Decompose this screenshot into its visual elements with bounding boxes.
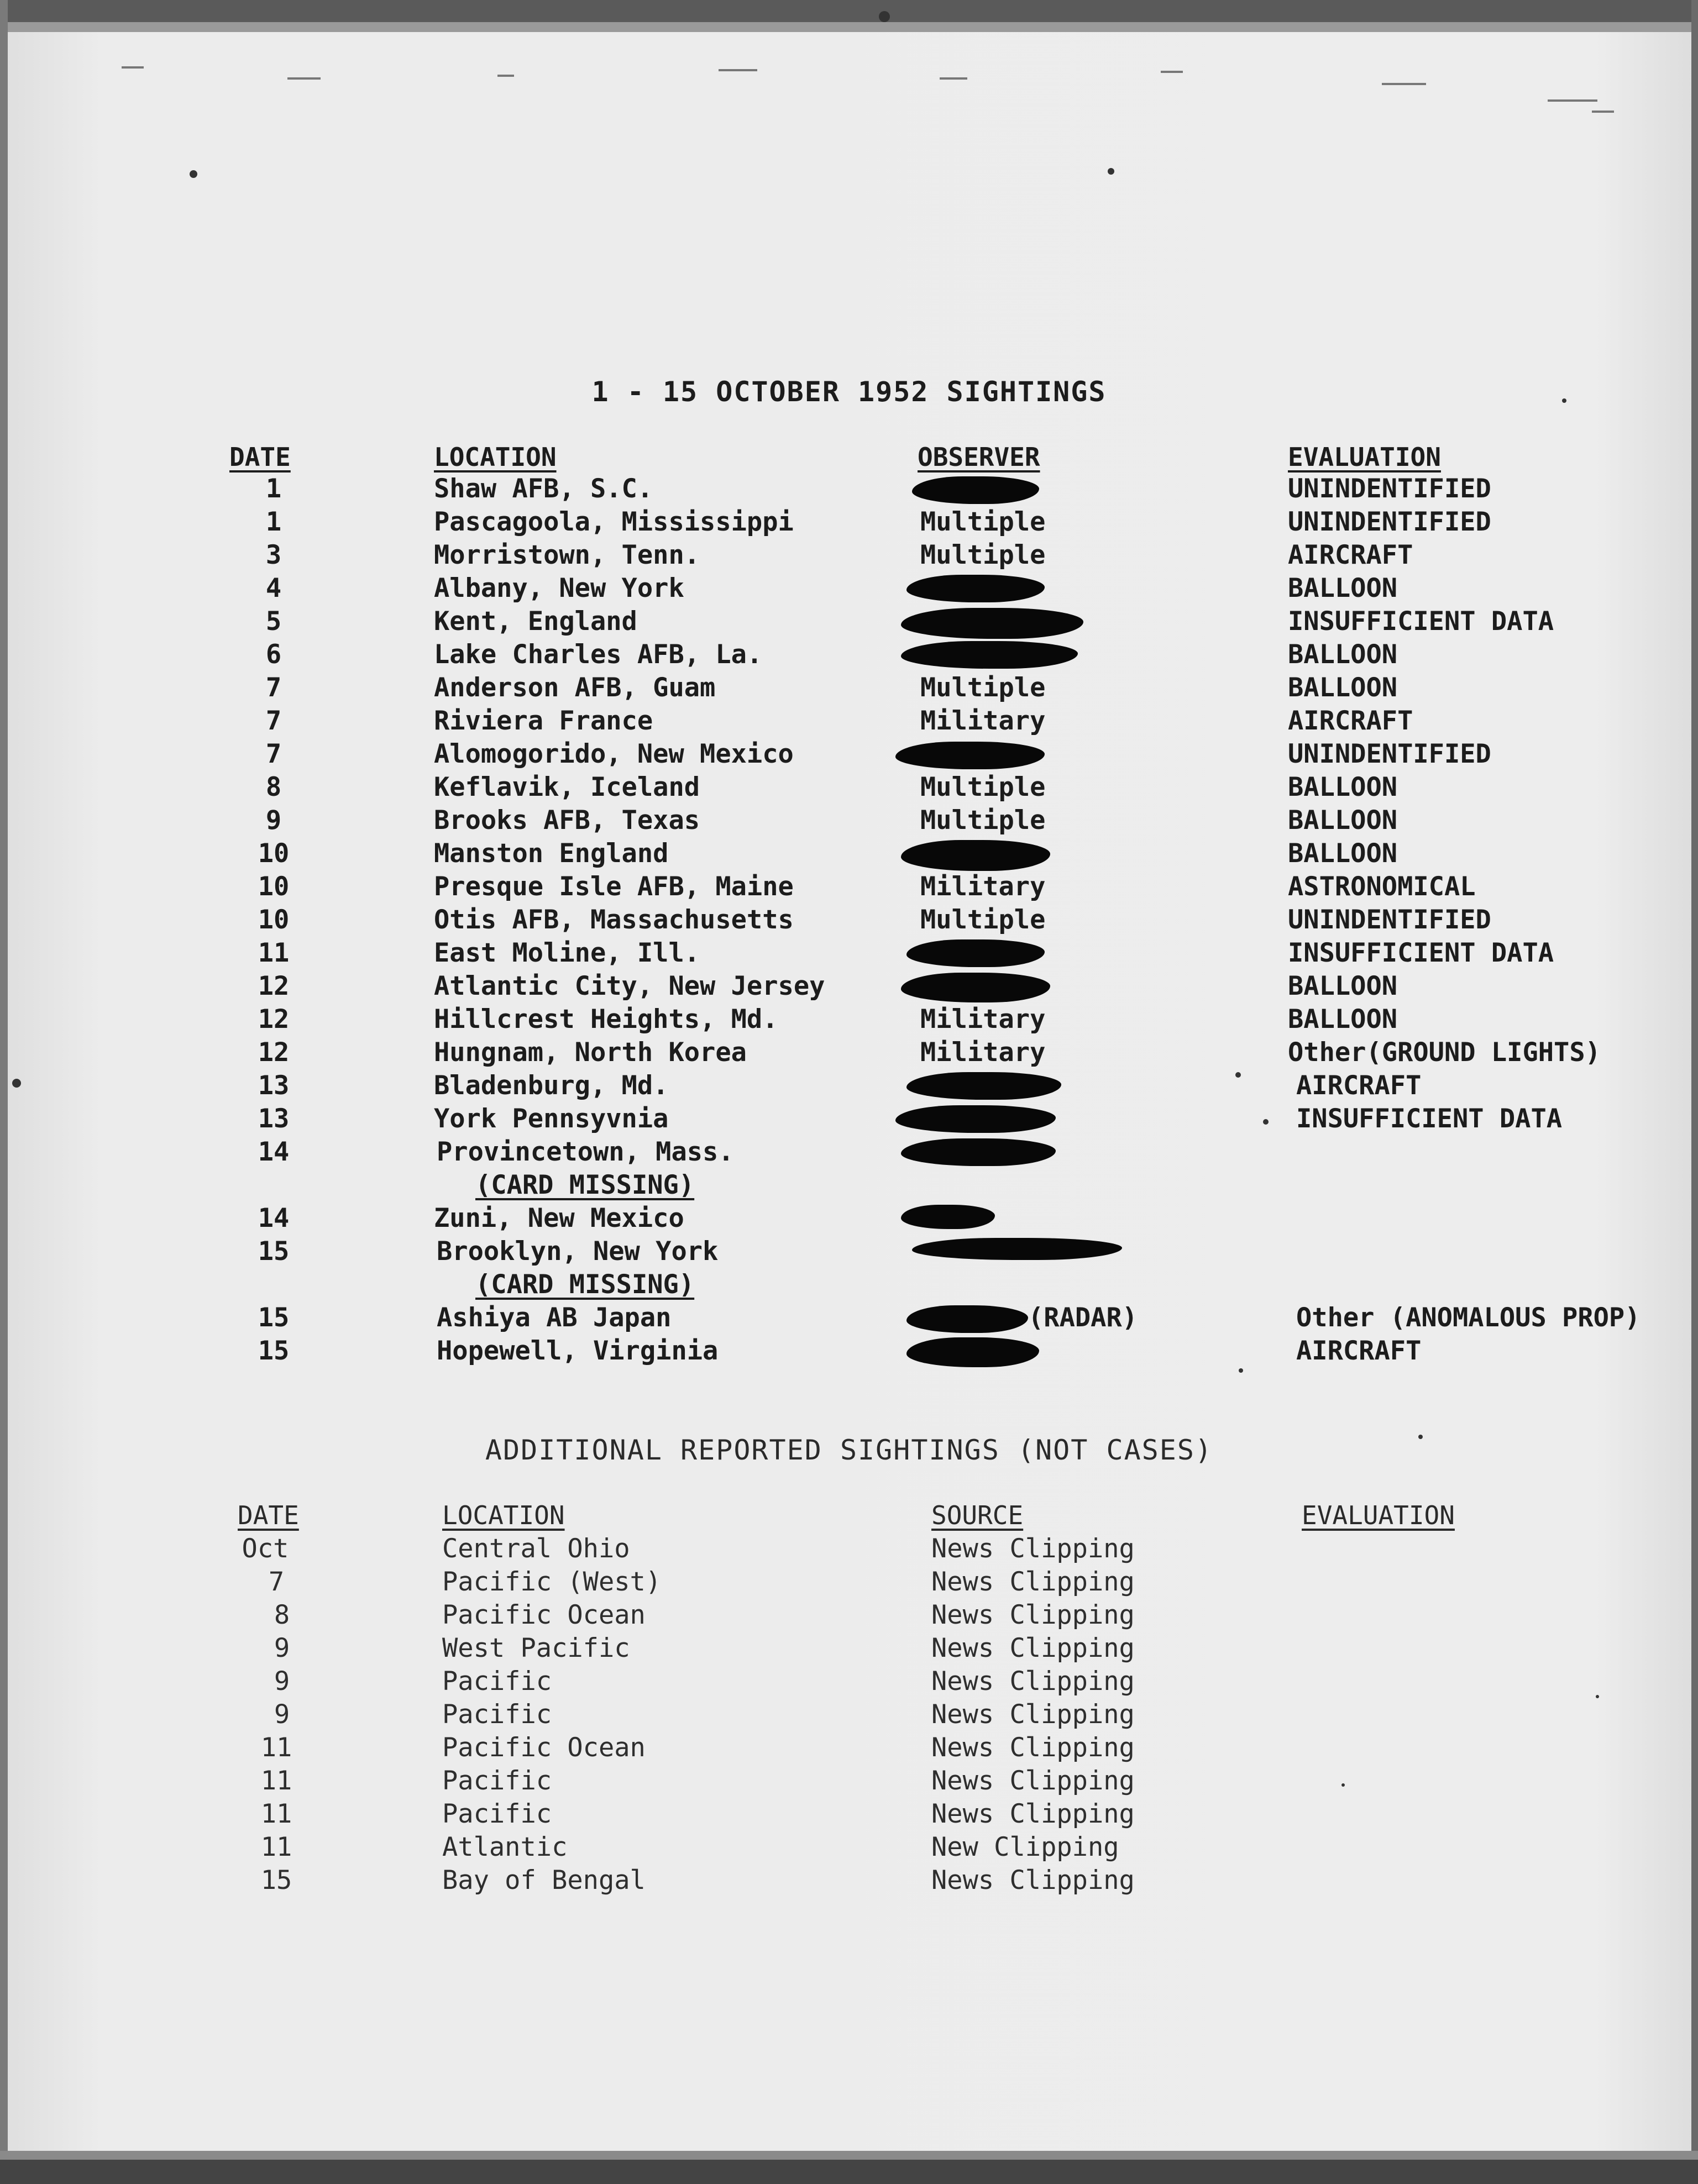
row-evaluation: ASTRONOMICAL bbox=[1288, 872, 1476, 902]
table-row bbox=[0, 1070, 1698, 1104]
row-source: News Clipping bbox=[931, 1799, 1135, 1829]
row-location: Pacific Ocean bbox=[442, 1733, 646, 1763]
redaction-mark bbox=[906, 575, 1045, 602]
row-location: Anderson AFB, Guam bbox=[434, 673, 716, 703]
row-evaluation: AIRCRAFT bbox=[1296, 1070, 1422, 1101]
row-location: Riviera France bbox=[434, 706, 653, 736]
redaction-mark bbox=[901, 608, 1083, 639]
table-row bbox=[0, 1336, 1698, 1369]
table-row bbox=[0, 1203, 1698, 1236]
row-location: Brooklyn, New York bbox=[437, 1236, 719, 1267]
redaction-mark bbox=[912, 476, 1039, 504]
row-location: Central Ohio bbox=[442, 1534, 630, 1564]
row-date: 4 bbox=[265, 573, 282, 603]
table-row bbox=[0, 1303, 1698, 1336]
row-location: Presque Isle AFB, Maine bbox=[434, 872, 794, 902]
row-evaluation: Other (ANOMALOUS PROP) bbox=[1296, 1303, 1641, 1333]
row-source: News Clipping bbox=[931, 1766, 1135, 1796]
row-location: Pacific bbox=[442, 1666, 552, 1697]
row-evaluation: BALLOON bbox=[1288, 1004, 1398, 1035]
row-date: 15 bbox=[258, 1236, 290, 1267]
row-evaluation: UNINDENTIFIED bbox=[1288, 507, 1491, 537]
row-location: York Pennsyvnia bbox=[434, 1104, 669, 1134]
row-evaluation: BALLOON bbox=[1288, 673, 1398, 703]
row-source: News Clipping bbox=[931, 1534, 1135, 1564]
row-location: Zuni, New Mexico bbox=[434, 1203, 684, 1233]
row-date: 1 bbox=[265, 507, 282, 537]
table-row bbox=[0, 1567, 1698, 1600]
row-date: 12 bbox=[258, 1004, 290, 1035]
table-row bbox=[0, 1004, 1698, 1037]
redaction-mark bbox=[906, 939, 1045, 967]
row-location: Bladenburg, Md. bbox=[434, 1070, 669, 1101]
row-date: 13 bbox=[258, 1070, 290, 1101]
row-location: Bay of Bengal bbox=[442, 1865, 646, 1896]
row-date: 7 bbox=[265, 673, 282, 703]
table-row bbox=[0, 1733, 1698, 1766]
row-evaluation: BALLOON bbox=[1288, 805, 1398, 836]
redaction-mark bbox=[895, 1105, 1056, 1133]
row-date: 15 bbox=[258, 1336, 290, 1366]
row-observer: Multiple bbox=[920, 772, 1046, 802]
row-location: Lake Charles AFB, La. bbox=[434, 639, 763, 670]
row-observer: Military bbox=[920, 872, 1046, 902]
row-observer: Military bbox=[920, 1004, 1046, 1035]
row-location: East Moline, Ill. bbox=[434, 938, 700, 968]
row-date: 9 bbox=[265, 805, 282, 836]
row-location: Hillcrest Heights, Md. bbox=[434, 1004, 778, 1035]
row-date: 12 bbox=[258, 971, 290, 1001]
table-row bbox=[0, 1534, 1698, 1567]
table-row bbox=[0, 1832, 1698, 1865]
table-row bbox=[0, 1236, 1698, 1269]
row-date: 15 bbox=[260, 1865, 292, 1896]
table-row bbox=[0, 1799, 1698, 1832]
table-row bbox=[0, 1766, 1698, 1799]
row-date: 13 bbox=[258, 1104, 290, 1134]
row-evaluation: UNINDENTIFIED bbox=[1288, 474, 1491, 504]
table-row bbox=[0, 1699, 1698, 1733]
row-date: 10 bbox=[258, 905, 290, 935]
row-date: 14 bbox=[258, 1203, 290, 1233]
row-location: Otis AFB, Massachusetts bbox=[434, 905, 794, 935]
card-missing-note: (CARD MISSING) bbox=[475, 1170, 695, 1200]
row-observer: Military bbox=[920, 1037, 1046, 1068]
row-observer: Multiple bbox=[920, 905, 1046, 935]
row-date: 9 bbox=[274, 1699, 290, 1730]
row-date: 9 bbox=[274, 1633, 290, 1663]
row-date: 3 bbox=[265, 540, 282, 570]
row-location: Alomogorido, New Mexico bbox=[434, 739, 794, 769]
redaction-mark bbox=[912, 1238, 1122, 1260]
row-source: News Clipping bbox=[931, 1600, 1135, 1630]
row-location: Albany, New York bbox=[434, 573, 684, 603]
row-evaluation: UNINDENTIFIED bbox=[1288, 739, 1491, 769]
row-location: Atlantic bbox=[442, 1832, 568, 1862]
column-header-location: LOCATION bbox=[434, 442, 557, 472]
table-row bbox=[0, 1170, 1698, 1203]
additional-sightings-title: ADDITIONAL REPORTED SIGHTINGS (NOT CASES) bbox=[485, 1434, 1213, 1466]
row-observer: Multiple bbox=[920, 540, 1046, 570]
redaction-mark bbox=[895, 742, 1045, 769]
table-row bbox=[0, 1104, 1698, 1137]
table-row bbox=[0, 905, 1698, 938]
table-row bbox=[0, 639, 1698, 673]
row-source: New Clipping bbox=[931, 1832, 1119, 1862]
row-date: 6 bbox=[265, 639, 282, 670]
row-evaluation: UNINDENTIFIED bbox=[1288, 905, 1491, 935]
column-header-source: SOURCE bbox=[931, 1500, 1024, 1530]
row-observer: Multiple bbox=[920, 805, 1046, 836]
row-date: Oct bbox=[242, 1534, 289, 1564]
row-location: Pacific bbox=[442, 1799, 552, 1829]
row-location: Shaw AFB, S.C. bbox=[434, 474, 653, 504]
row-evaluation: BALLOON bbox=[1288, 772, 1398, 802]
table-row bbox=[0, 1137, 1698, 1170]
row-date: 14 bbox=[258, 1137, 290, 1167]
row-evaluation: INSUFFICIENT DATA bbox=[1296, 1104, 1563, 1134]
row-source: News Clipping bbox=[931, 1865, 1135, 1896]
table-row bbox=[0, 971, 1698, 1004]
table-row bbox=[0, 872, 1698, 905]
row-evaluation: INSUFFICIENT DATA bbox=[1288, 606, 1554, 637]
redaction-mark bbox=[906, 1337, 1039, 1367]
row-date: 15 bbox=[258, 1303, 290, 1333]
redaction-mark bbox=[901, 641, 1078, 669]
row-evaluation: Other(GROUND LIGHTS) bbox=[1288, 1037, 1601, 1068]
table-row bbox=[0, 1269, 1698, 1303]
row-date: 11 bbox=[260, 1832, 292, 1862]
column-header-date: DATE bbox=[229, 442, 291, 472]
row-date: 1 bbox=[265, 474, 282, 504]
column-header-date: DATE bbox=[238, 1500, 299, 1530]
page-title: 1 - 15 OCTOBER 1952 SIGHTINGS bbox=[591, 376, 1107, 408]
table-row bbox=[0, 739, 1698, 772]
row-evaluation: BALLOON bbox=[1288, 838, 1398, 869]
redaction-mark bbox=[901, 1205, 995, 1229]
row-source: News Clipping bbox=[931, 1699, 1135, 1730]
row-date: 11 bbox=[260, 1766, 292, 1796]
table-row bbox=[0, 673, 1698, 706]
row-location: Keflavik, Iceland bbox=[434, 772, 700, 802]
row-source: News Clipping bbox=[931, 1633, 1135, 1663]
table-row bbox=[0, 1037, 1698, 1070]
row-evaluation: AIRCRAFT bbox=[1296, 1336, 1422, 1366]
table-row bbox=[0, 772, 1698, 805]
row-location: Manston England bbox=[434, 838, 669, 869]
column-header-evaluation: EVALUATION bbox=[1302, 1500, 1455, 1530]
row-location: Morristown, Tenn. bbox=[434, 540, 700, 570]
table-row bbox=[0, 573, 1698, 606]
row-location: Provincetown, Mass. bbox=[437, 1137, 734, 1167]
row-date: 10 bbox=[258, 838, 290, 869]
row-location: Atlantic City, New Jersey bbox=[434, 971, 825, 1001]
row-evaluation: BALLOON bbox=[1288, 573, 1398, 603]
row-date: 7 bbox=[265, 706, 282, 736]
row-date: 11 bbox=[260, 1799, 292, 1829]
row-evaluation: INSUFFICIENT DATA bbox=[1288, 938, 1554, 968]
row-evaluation: BALLOON bbox=[1288, 971, 1398, 1001]
table-row bbox=[0, 706, 1698, 739]
row-evaluation: AIRCRAFT bbox=[1288, 706, 1413, 736]
row-observer: Multiple bbox=[920, 507, 1046, 537]
row-location: Hungnam, North Korea bbox=[434, 1037, 747, 1068]
row-location: Pacific Ocean bbox=[442, 1600, 646, 1630]
row-evaluation: BALLOON bbox=[1288, 639, 1398, 670]
row-date: 7 bbox=[268, 1567, 285, 1597]
table-row bbox=[0, 1600, 1698, 1633]
row-date: 7 bbox=[265, 739, 282, 769]
table-row bbox=[0, 805, 1698, 838]
table-row bbox=[0, 507, 1698, 540]
table-row bbox=[0, 540, 1698, 573]
row-source: News Clipping bbox=[931, 1567, 1135, 1597]
redaction-mark bbox=[906, 1305, 1028, 1333]
table-row bbox=[0, 838, 1698, 872]
row-source: News Clipping bbox=[931, 1733, 1135, 1763]
row-source: News Clipping bbox=[931, 1666, 1135, 1697]
table-row bbox=[0, 606, 1698, 639]
row-observer: Multiple bbox=[920, 673, 1046, 703]
redaction-mark bbox=[901, 1138, 1056, 1166]
row-location: Pacific bbox=[442, 1699, 552, 1730]
table-row bbox=[0, 938, 1698, 971]
row-date: 8 bbox=[274, 1600, 290, 1630]
column-header-evaluation: EVALUATION bbox=[1288, 442, 1441, 472]
table-row bbox=[0, 1666, 1698, 1699]
row-observer: Military bbox=[920, 706, 1046, 736]
table-row bbox=[0, 474, 1698, 507]
row-observer: (RADAR) bbox=[1028, 1303, 1138, 1333]
row-location: Pacific (West) bbox=[442, 1567, 662, 1597]
redaction-mark bbox=[906, 1072, 1061, 1100]
row-location: Kent, England bbox=[434, 606, 637, 637]
table-row bbox=[0, 1633, 1698, 1666]
row-location: Pascagoola, Mississippi bbox=[434, 507, 794, 537]
row-date: 5 bbox=[265, 606, 282, 637]
row-location: Brooks AFB, Texas bbox=[434, 805, 700, 836]
row-date: 11 bbox=[258, 938, 290, 968]
row-location: Hopewell, Virginia bbox=[437, 1336, 719, 1366]
row-date: 10 bbox=[258, 872, 290, 902]
row-evaluation: AIRCRAFT bbox=[1288, 540, 1413, 570]
row-location: Pacific bbox=[442, 1766, 552, 1796]
redaction-mark bbox=[901, 973, 1050, 1002]
column-header-observer: OBSERVER bbox=[918, 442, 1040, 472]
row-location: West Pacific bbox=[442, 1633, 630, 1663]
card-missing-note: (CARD MISSING) bbox=[475, 1269, 695, 1300]
row-date: 9 bbox=[274, 1666, 290, 1697]
table-row bbox=[0, 1865, 1698, 1898]
redaction-mark bbox=[901, 840, 1050, 871]
row-date: 11 bbox=[260, 1733, 292, 1763]
row-date: 12 bbox=[258, 1037, 290, 1068]
row-date: 8 bbox=[265, 772, 282, 802]
column-header-location: LOCATION bbox=[442, 1500, 565, 1530]
row-location: Ashiya AB Japan bbox=[437, 1303, 672, 1333]
